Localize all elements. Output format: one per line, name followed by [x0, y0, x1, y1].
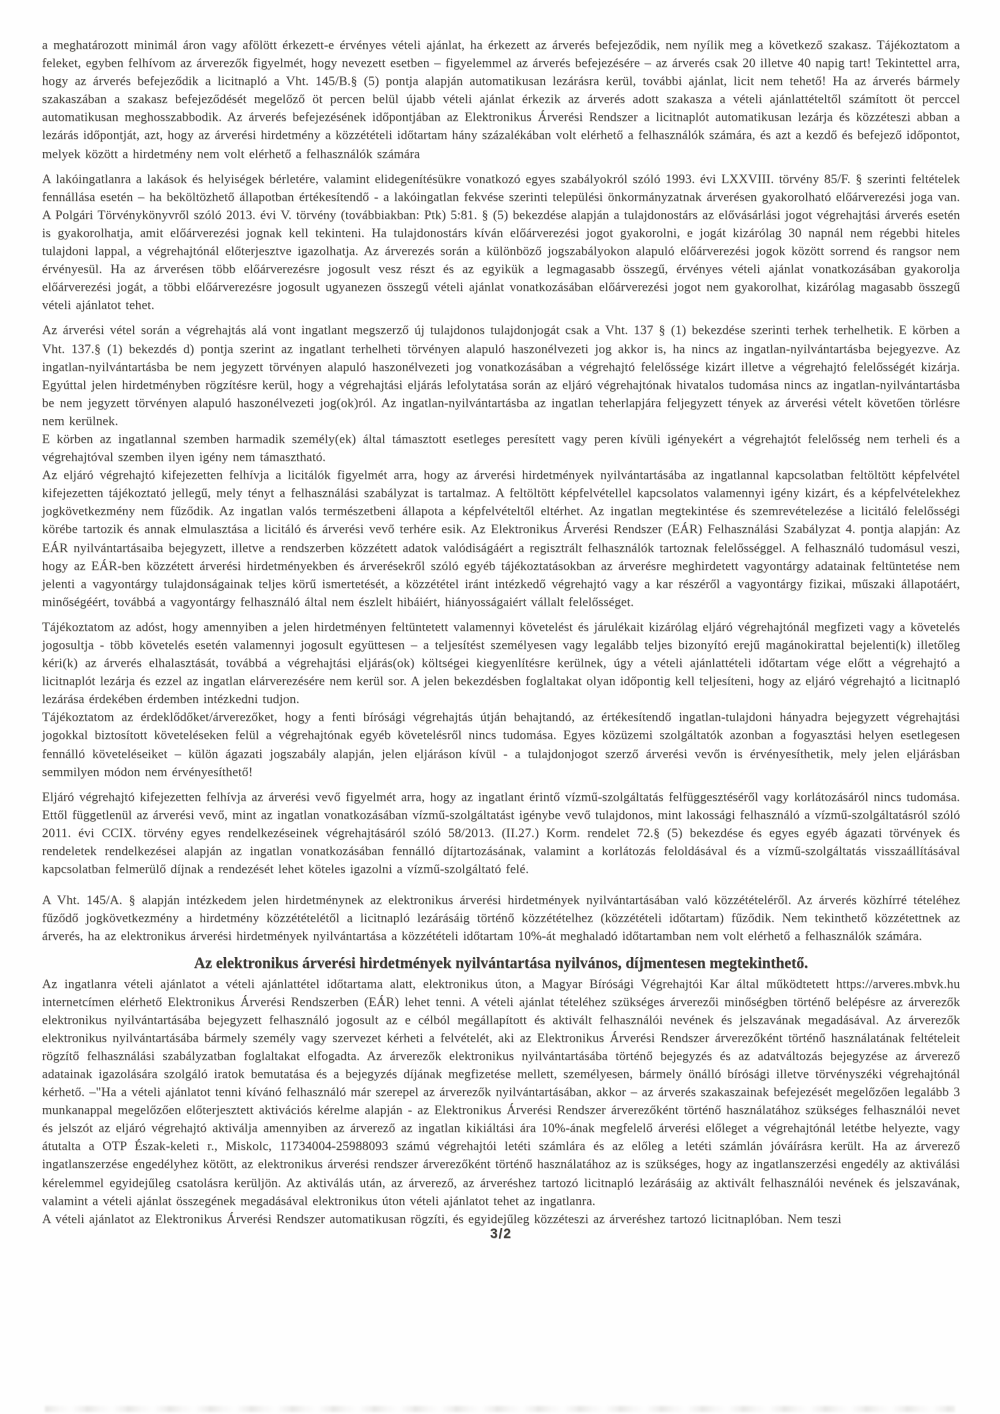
paragraph-utility-provider-claims: Tájékoztatom az érdeklődőket/árverezőket, hogy a fenti bírósági végrehajtás útján behajtandó, az értékesítendő ingatlan-tulajdoni hányadra bejegyzett végrehajtási jogokkal biztosított követeléseken felül a végrehajtónak egyéb követelésről nincs tudomása. Egyes közüzemi szolgáltatók azonban a fogyasztási helyen esetlegesen fennálló követeléseiket – külön ágazati jogszabály alapján, jelen eljáráson kívül - a tulajdonjogot szerző árverési vevőn is érvényesíthetik, mely jelen eljárásban semmilyen módon nem érvényesíthető! — [42, 710, 960, 779]
paragraph-third-party-claims: E körben az ingatlannal szemben harmadik személy(ek) által támasztott esetleges peresített vagy peren kívüli igényekért a végrehajtót felelősség nem terheli és a végrehajtóval szemben ilyen igény nem támasztható. — [42, 431, 960, 465]
paragraph-debtor-information: Tájékoztatom az adóst, hogy amennyiben a jelen hirdetményen feltüntetett valamennyi követelést és járulékait kizárólag eljáró végrehajtónál megfizeti vagy a követelés jogosultja - több követelés esetén valamennyi jogosult együttesen – a teljesítést személyesen vagy legalább teljes bizonyító erejű magánokirattal bejelenti(k) illetőleg kéri(k) az árverés elhalasztását, továbbá a végrehajtási eljárás(ok) költségei kiegyenlítésre kerülnek, úgy a vételi ajánlattételi időtartam vége előtt a végrehajtó a licitnaplót lezárja és ezzel az ingatlan elárverezésére nem kerül sor. A jelen bekezdésben foglaltakat olyan időpontig kell teljesíteni, hogy az eljáró végrehajtó a licitnapló lezárása érdekében érdemben intézkedni tudjon. — [42, 619, 960, 707]
page-number: 3/2 — [490, 1225, 512, 1241]
section-heading-public-registry: Az elektronikus árverési hirdetmények nyilvántartása nyilvános, díjmentesen megtekinthető. — [193, 954, 809, 972]
paragraph-property-encumbrances: Az árverési vétel során a végrehajtás alá vont ingatlant megszerző új tulajdonos tulajdonjogát csak a Vht. 137 § (1) bekezdése szerinti terhek terhelhetik. E körben a Vht. 137.§ (1) bekezdés d) pontja szerint az ingatlant terhelheti törvényen alapuló haszonélvezeti jog akkor is, ha nincs az ingatlan-nyilvántartásba bejegyezve. Az ingatlan-nyilvántartásba be nem jegyzett törvényen alapuló haszonélvezeti jog vonatkozásában a végrehajtó felelőssége kizárt illetve a végrehajtó felelősségét kizárja. Egyúttal jelen hirdetményben rögzítésre kerül, hogy a végrehajtási eljárás lefolytatása során az eljáró végrehajtónak hivatalos tudomása nincs az ingatlan-nyilvántartásba be nem jegyzett törvényen alapuló haszonélvezeti jog(ok)ról. Az ingatlan-nyilvántartásba az ingatlan teherlapjára feljegyzett tények az árverési vételt követően törlésre nem kerülnek. — [42, 323, 960, 428]
cutoff-scan-artifact-line — [45, 1406, 955, 1412]
paragraph-preemption-rights: A lakóingatlanra a lakások és helyiségek bérletére, valamint elidegenítésükre vonatkozó egyes szabályokról szóló 1993. évi LXXVIII. törvény 85/F. § szerinti feltételek fennállása esetén – ha beköltözhető állapotban értékesítendő - a lakóingatlan fekvése szerinti települési önkormányzatnak árverésen gyakorolható előárverezési joga van. A Polgári Törvénykönyvről szóló 2013. évi V. törvény (továbbiakban: Ptk) 5:81. § (5) bekezdése alapján a tulajdonostárs az elővásárlási jogot végrehajtási árverés esetén is gyakorolhatja, amit előárverezési jognak kell tekinteni. Ha tulajdonostárs kíván előárverezési jogot gyakorolni, e jogát kizárólag 30 napnál nem régebbi hiteles tulajdoni lappal, a végrehajtónál előterjesztve igazolhatja. Az árverezés során a különböző jogszabályokon alapuló előárverezési jogok között sorrend és rangsor nem érvényesül. Ha az árverésen több előárverezésre jogosult vesz részt és az egyikük a legmagasabb összegű, érvényes vételi ajánlat vonatkozásában gyakorolja előárverezési jogát, a többi előárverezésre jogosult ugyanezen összegű vételi ajánlat vonatkozásában előárverezési jogot nem gyakorolhat, kizárólag magasabb összegű vételi ajánlatot tehet. — [42, 171, 960, 313]
paragraph-ear-photo-disclaimer: Az eljáró végrehajtó kifejezetten felhívja a licitálók figyelmét arra, hogy az árverési hirdetmények nyilvántartásába az ingatlannal kapcsolatban feltöltött képfelvétel kifejezetten tájékoztató jellegű, mely tényt a felhasználási szabályzat is tartalmaz. A feltöltött képfelvétellel kapcsolatos valamennyi igény kizárt, és a képfelvételekhez jogkövetkezmény nem fűződik. Az ingatlan valós természetbeni állapota a képfelvételtől eltérhet. Az ingatlan megtekintése és szemrevételezése a licitáló felelősségi körébe tartozik és annak elmulasztása a licitáló és árverési vevő terhére esik. Az Elektronikus Árverési Rendszer (EÁR) Felhasználási Szabályzat 4. pontja alapján: Az EÁR nyilvántartásaiba bejegyzett, illetve a rendszerben közzétett adatok valódiságáért a regisztrált felhasználók tartoznak felelősséggel. A felhasználó tudomásul veszi, hogy az EÁR-ben közzétett árverési hirdetményekben és árverésekről szóló egyéb tájékoztatásokban az árverésre meghirdetett vagyontárgy adatainak feltüntetése nem jelenti a vagyontárgy tulajdonságainak teljes körű ismertetését, a közzététel iránt intézkedő végrehajtó vagy a kar részéről a vagyontárgy fizikai, műszaki állapotáért, minőségéért, továbbá a vagyontárgy felhasználó által nem észlelt hibáiért, hiányosságaiért vállalt felelősséget. — [42, 468, 960, 609]
paragraph-bidding-procedure: Az ingatlanra vételi ajánlatot a vételi ajánlattétel időtartama alatt, elektronikus úton, a Magyar Bírósági Végrehajtói Kar által működtetett https://arveres.mbvk.hu internetcímen elérhető Elektronikus Árverési Rendszerben (EÁR) lehet tenni. A vételi ajánlat tételéhez szükséges árverezői minőségben történő belépésre az árverezők elektronikus nyilvántartásába bejegyzett felhasználó jogosult az e célból megállapított és aktivált felhasználói nevének és jelszavának megadásával. Az árverezők elektronikus nyilvántartásába bármely személy vagy szervezet kérheti a felvételét, aki az Elektronikus Árverési Rendszer árverezőként történő használatának feltételeit rögzítő felhasználási szabályzatban foglaltakat elfogadta. Az árverezők elektronikus nyilvántartásába történő bejegyzés és az adatváltozás bejegyzése az árverező adatainak igazolására szolgáló iratok bemutatása és a bejegyzés díjának megfizetése mellett, személyesen, bármely önálló bírósági illetve törvényszéki végrehajtónál kérhető. –"Ha a vételi ajánlatot tenni kívánó felhasználó már szerepel az árverezők nyilvántartásában, akkor – az árverés szakaszainak befejezését megelőzően legalább 3 munkanappal megelőzően előterjesztett aktivációs kérelme alapján - az Elektronikus Árverési Rendszer árverezőként történő használatához szükséges felhasználói nevet és jelszót az eljáró végrehajtó aktiválja amennyiben az árverező az ingatlan kikiáltási ára 10%-ának megfelelő árverési előleget a végrehajtónál letétbe helyezte, vagy átutalta a OTP Észak-keleti r., Miskolc, 11734004-25988093 számú végrehajtói letéti számlára és az előleg a letéti számlán jóváírásra került. Ha az árverező ingatlanszerzése engedélyhez kötött, az elektronikus árverési rendszer árverezőként történő használatához az is szükséges, hogy az ingatlanszerzési engedély az aktiválási kérelemmel egyidejűleg csatolásra kerüljön. Az aktiválás után, az árverező, az árveréshez tartozó licitnapló lezárásáig az aktivált felhasználói nevének és jelszavának, valamint a vételi ajánlat összegének megadásával elektronikus úton vételi ajánlatot tehet az ingatlanra. — [42, 976, 960, 1208]
paragraph-bid-registration: A vételi ajánlatot az Elektronikus Árverési Rendszer automatikusan rögzíti, és egyidejűleg közzéteszi az árveréshez tartozó licitnaplóban. Nem teszi — [42, 1211, 842, 1226]
document-body — [42, 36, 960, 1241]
paragraph-auction-phase-rules: a meghatározott minimál áron vagy afölött érkezett-e érvényes vételi ajánlat, ha érkezett az árverés befejeződik, nem nyílik meg a következő szakasz. Tájékoztatom a feleket, egyben felhívom az árverezők figyelmét, hogy nevezett esetben – figyelemmel az árverés befejezésére – az árverés csak 20 illetve 40 napig tart! Tekintettel arra, hogy az árverés befejeződik a licitnapló a Vht. 145/B.§ (5) pontja alapján automatikusan lezárásra kerül, további ajánlat, licit nem tehető! Ha az árverés bármely szakaszában a szakasz befejeződését megelőző öt percen belül újabb vételi ajánlat érkezik az árverés adott szakasza a vételi ajánlattételtől számított öt perccel automatikusan meghosszabbodik. Az árverés befejezésének időpontjában az Elektronikus Árverési Rendszer a licitnaplót automatikusan lezárja és közzéteszi abban a lezárás időpontját, azt, hogy az árverési hirdetmény a közzétételi időtartam hány százalékában volt elérhető a felhasználók számára, és azt a kezdő és befejező időpontot, melyek között a hirdetmény nem volt elérhető a felhasználók számára — [42, 38, 960, 161]
paragraph-water-service-notice: Eljáró végrehajtó kifejezetten felhívja az árverési vevő figyelmét arra, hogy az ingatlant érintő vízmű-szolgáltatás felfüggesztéséről vagy korlátozásáról nincs tudomása. Ettől függetlenül az árverési vevő, mint az ingatlan vonatkozásában vízmű-szolgáltatást igénybe vevő tulajdonos, mint lakossági felhasználó a vízmű-szolgáltatásról szóló 2011. évi CCIX. törvény egyes rendelkezéseinek végrehajtásáról szóló 58/2013. (II.27.) Korm. rendelet 72.§ (5) bekezdése és egyes egyéb ágazati törvények és rendeletek rendelkezései alapján az ingatlan vonatkozásában fennálló díjtartozásának, valamint a korlátozás feloldásával és a vízmű-szolgáltatás visszaállításával kapcsolatban felmerülő díjnak a rendezését lehet köteles igazolni a vízmű-szolgáltató felé. — [42, 789, 960, 877]
paragraph-publication-rules: A Vht. 145/A. § alapján intézkedem jelen hirdetménynek az elektronikus árverési hirdetmények nyilvántartásában való közzétételéről. Az árverés közhírré tételéhez fűződő jogkövetkezmény a hirdetmény közzétételétől a licitnapló lezárásáig történő közzétételhez (közzétételi időtartam) fűződik. Nem tekinthető közzétettnek az árverés, ha az elektronikus árverési hirdetmények nyilvántartása a közzétételi időtartam 10%-át meghaladó időtartamban nem volt elérhető a felhasználók számára. — [42, 893, 960, 944]
